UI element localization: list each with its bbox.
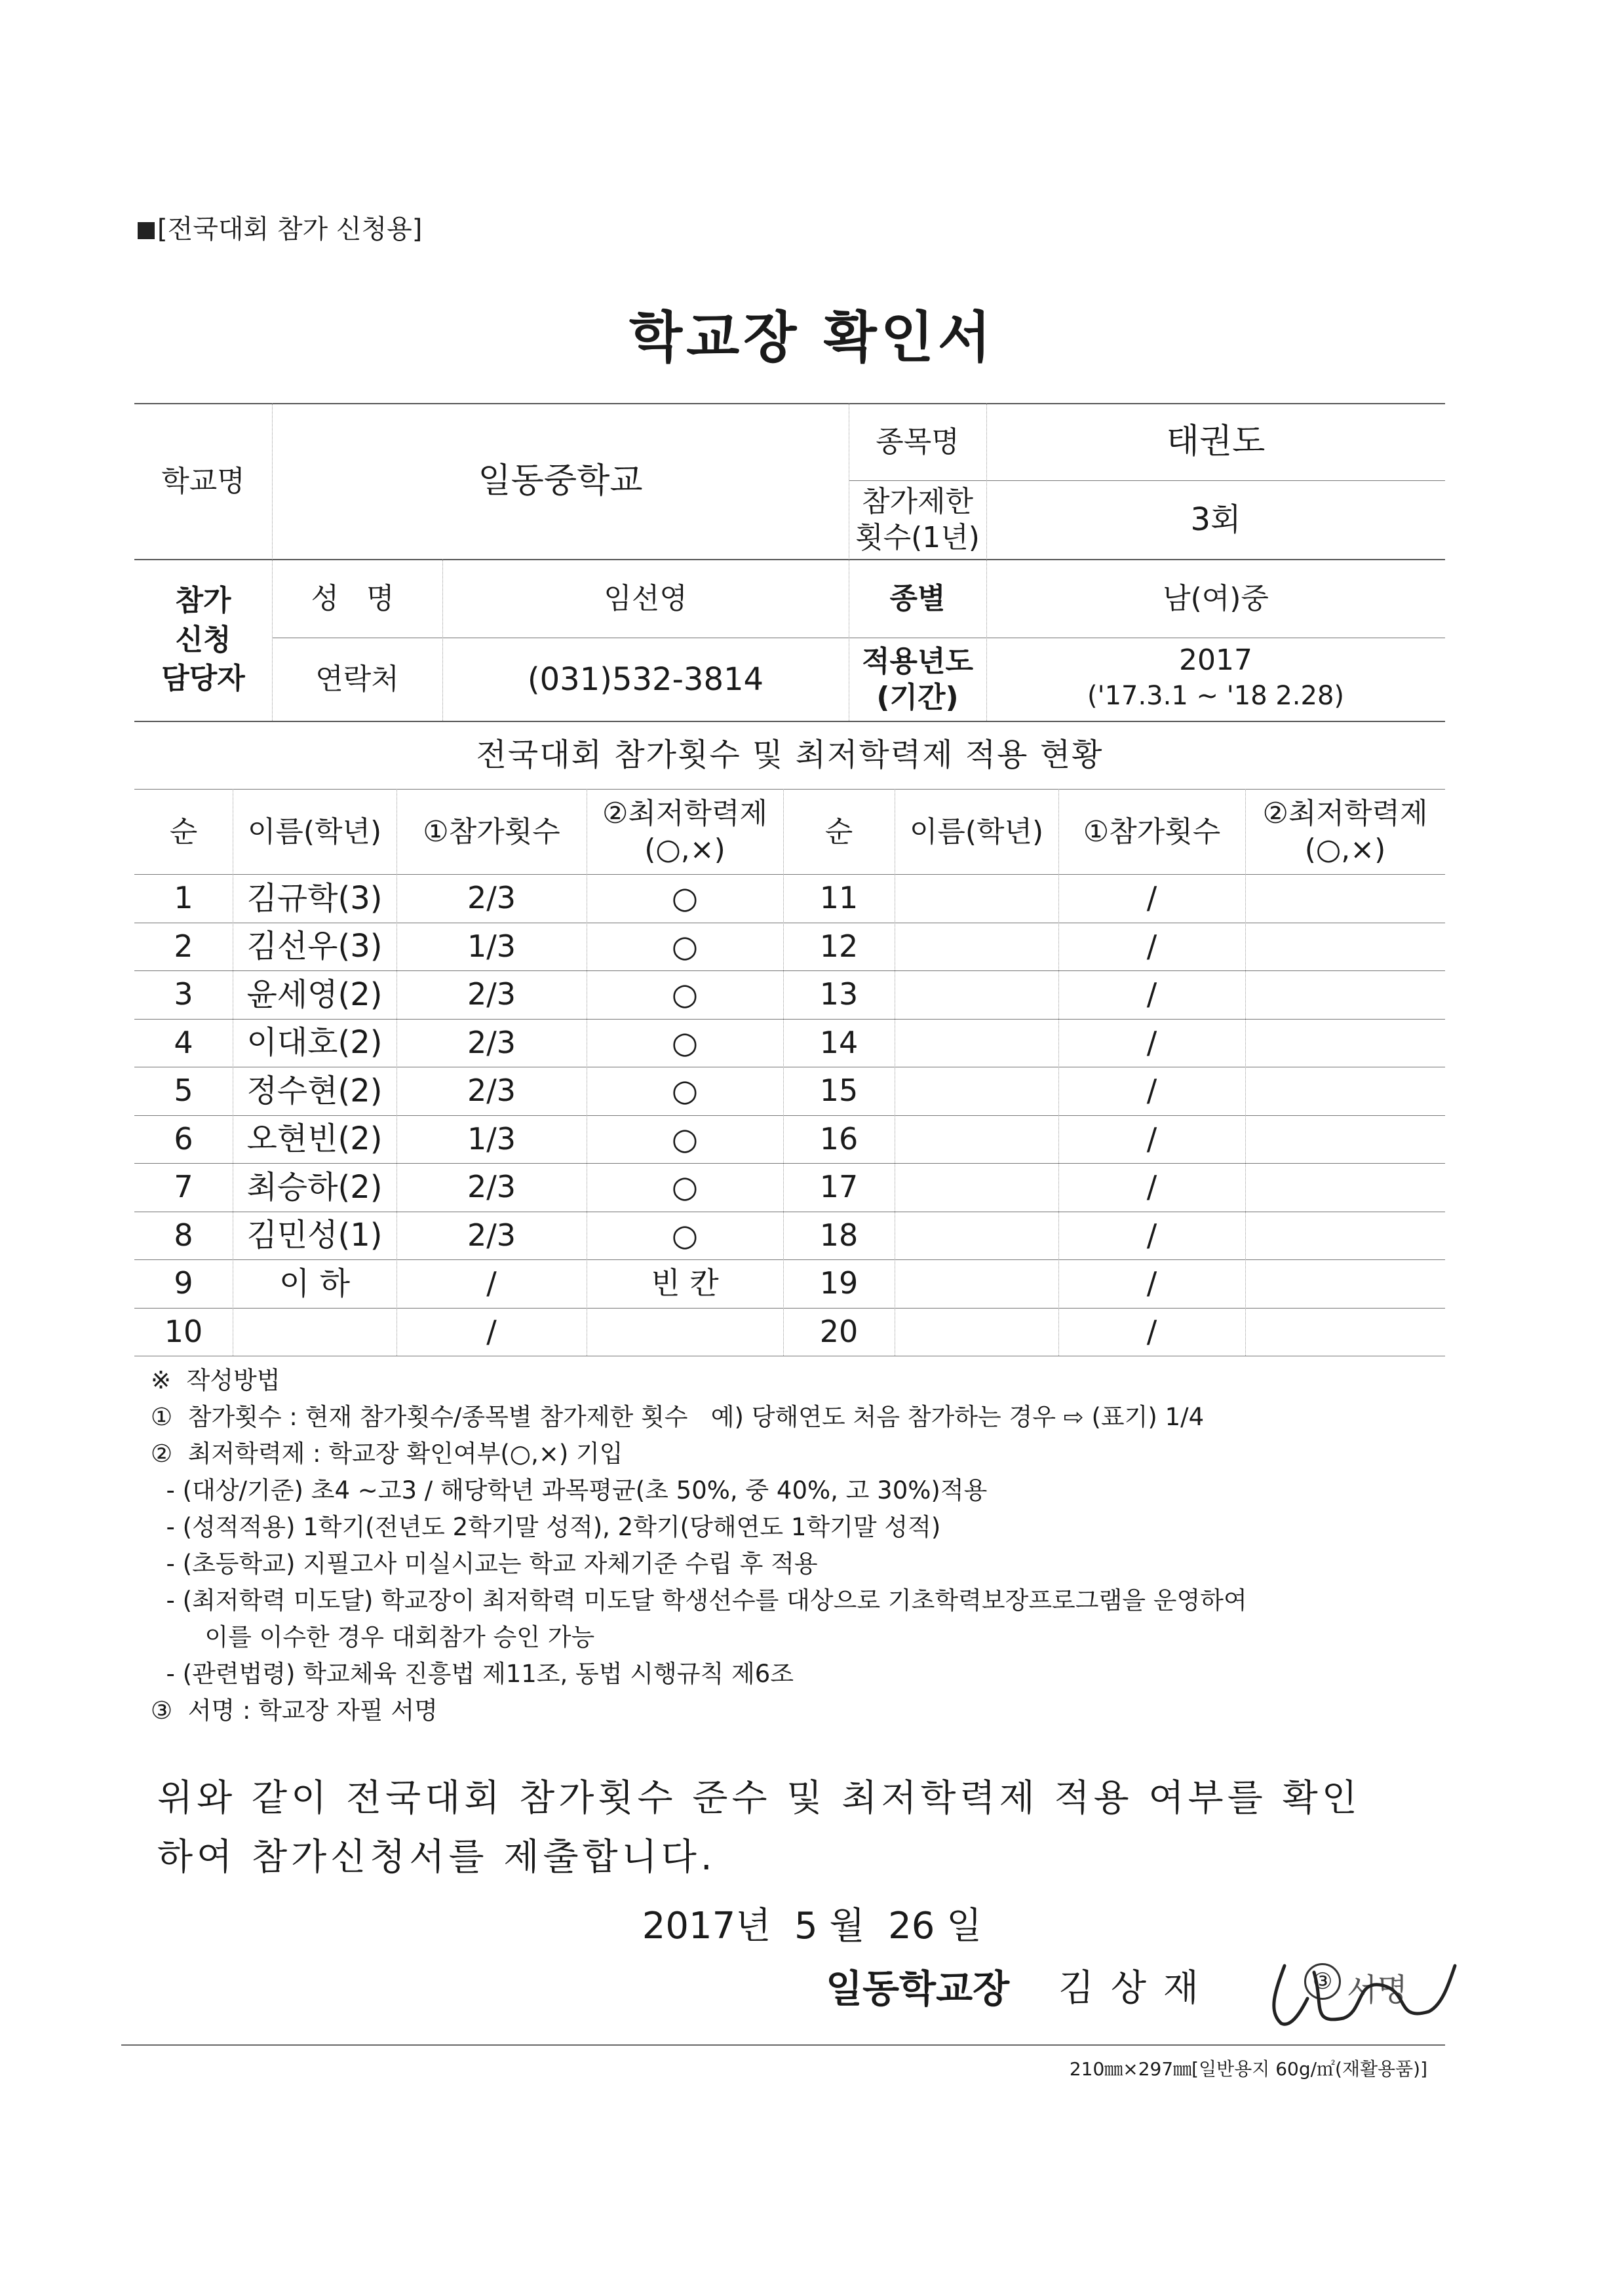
table-cell-no: 7 (174, 1169, 193, 1204)
table-cell-name: 정수현(2) (246, 1072, 383, 1109)
table-cell-mark (1245, 923, 1445, 971)
col-header-name: 이름(학년) (247, 814, 382, 849)
table-cell-name: 최승하(2) (246, 1168, 383, 1206)
table-cell-name (895, 1067, 1058, 1115)
instruction-line: - (초등학교) 지필고사 미실시교는 학교 자체기준 수립 후 적용 (151, 1550, 818, 1578)
table-cell-no: 11 (819, 880, 859, 915)
instruction-line: - (관련법령) 학교체육 진흥법 제11조, 동법 시행규칙 제6조 (151, 1660, 794, 1688)
applicant-label: 참가 신청 담당자 (161, 584, 245, 696)
table-cell-no: 19 (819, 1265, 859, 1301)
table-cell-name (895, 874, 1058, 923)
table-cell-mark: ○ (671, 1120, 699, 1157)
table-cell-mark: ○ (671, 880, 699, 915)
table-cell-mark (1245, 1163, 1445, 1212)
instruction-line: - (최저학력 미도달) 학교장이 최저학력 미도달 학생선수를 대상으로 기초학력보장프로그램을 운영하여 (151, 1586, 1247, 1615)
col-header-count: ①참가횟수 (423, 814, 560, 849)
contact-phone-label: 연락처 (315, 662, 399, 696)
table-cell-count: 2/3 (467, 1217, 516, 1253)
table-cell-count: / (486, 1313, 497, 1349)
table-cell-count: 1/3 (467, 1120, 516, 1157)
year-value: 2017 (1179, 643, 1252, 677)
instruction-line: 이를 이수한 경우 대회참가 승인 가능 (151, 1623, 595, 1651)
table-cell-name: 이 하 (279, 1265, 350, 1302)
table-cell-count: / (1146, 1169, 1157, 1204)
table-cell-mark: ○ (671, 1169, 699, 1204)
signer-name: 김 상 재 (1058, 1967, 1201, 2010)
table-cell-name (895, 1163, 1058, 1212)
table-cell-no: 8 (174, 1217, 193, 1253)
table-cell-no: 17 (819, 1169, 859, 1204)
table-cell-no: 4 (174, 1024, 193, 1060)
table-cell-count: / (1146, 976, 1157, 1012)
table-cell-no: 12 (819, 928, 859, 964)
table-cell-name (895, 1019, 1058, 1067)
table-cell-count: / (1146, 1265, 1157, 1301)
table-cell-count: / (1146, 1120, 1157, 1157)
table-cell-name: 김선우(3) (246, 928, 383, 965)
instruction-line: ※ 작성방법 (151, 1366, 280, 1394)
col-header-min-academic: ②최저학력제 (○,×) (1262, 797, 1428, 866)
instruction-line: - (성적적용) 1학기(전년도 2학기말 성적), 2학기(당해연도 1학기말 성적) (151, 1513, 941, 1541)
handwritten-signature (1252, 1946, 1461, 2038)
square-bullet-icon (138, 222, 155, 239)
signer-title: 일동학교장 (826, 1966, 1010, 2011)
form-type-tag (138, 208, 422, 246)
event-value: 태권도 (1166, 421, 1266, 461)
col-header-no: 순 (169, 814, 198, 849)
table-cell-name (895, 970, 1058, 1019)
table-cell-name (895, 1212, 1058, 1260)
table-cell-no: 10 (164, 1313, 203, 1349)
table-cell-count: 2/3 (467, 976, 516, 1012)
table-cell-count: 2/3 (467, 880, 516, 915)
contact-name-value: 임선영 (604, 581, 687, 615)
instruction-line: ③ 서명 : 학교장 자필 서명 (151, 1696, 438, 1725)
col-header-min-academic: ②최저학력제 (○,×) (602, 797, 767, 866)
table-cell-no: 2 (174, 928, 193, 964)
table-cell-mark: ○ (671, 928, 699, 964)
gender-value: 남(여)중 (1163, 581, 1269, 615)
table-cell-mark (1245, 1067, 1445, 1115)
table-cell-count: / (486, 1265, 497, 1301)
table-cell-name (895, 923, 1058, 971)
submission-date: 2017년 5 월 26 일 (642, 1905, 982, 1947)
table-cell-count: / (1146, 1024, 1157, 1060)
table-cell-no: 14 (819, 1024, 859, 1060)
page-title: 학교장 확인서 (628, 305, 996, 370)
table-cell-name: 이대호(2) (246, 1024, 383, 1062)
table-cell-mark: 빈 칸 (651, 1265, 719, 1301)
table-cell-name: 윤세영(2) (246, 976, 383, 1013)
table-col-divider (783, 789, 784, 1356)
table-cell-count: 2/3 (467, 1073, 516, 1108)
year-label: 적용년도 (기간) (861, 644, 973, 714)
table-cell-name (233, 1308, 396, 1356)
contact-phone-value: (031)532-3814 (527, 660, 764, 698)
event-label: 종목명 (876, 425, 959, 459)
table-cell-count: / (1146, 1217, 1157, 1253)
table-cell-count: / (1146, 928, 1157, 964)
school-name-value: 일동중학교 (478, 461, 643, 501)
confirmation-statement-line1: 위와 같이 전국대회 참가횟수 준수 및 최저학력제 적용 여부를 확인 (157, 1777, 1361, 1820)
table-cell-mark: ○ (671, 1024, 699, 1060)
table-col-divider (396, 789, 397, 1356)
table-cell-name (895, 1308, 1058, 1356)
paper-spec-footer: 210㎜×297㎜[일반용지 60g/㎡(재활용품)] (1069, 2058, 1427, 2080)
table-cell-mark (1245, 1019, 1445, 1067)
status-section-title: 전국대회 참가횟수 및 최저학력제 적용 현황 (476, 737, 1104, 773)
table-cell-name (895, 1259, 1058, 1308)
table-cell-mark (1245, 1115, 1445, 1164)
instruction-line: - (대상/기준) 초4 ~고3 / 해당학년 과목평균(초 50%, 중 40%, 고 30%)적용 (151, 1476, 988, 1504)
table-cell-count: / (1146, 1073, 1157, 1108)
footer-border (121, 2044, 1445, 2046)
table-cell-count: 1/3 (467, 928, 516, 964)
table-cell-mark (587, 1308, 783, 1356)
table-cell-mark (1245, 1259, 1445, 1308)
table-cell-name: 오현빈(2) (246, 1120, 383, 1158)
seal-label: 서명 (1347, 1972, 1408, 2008)
table-cell-count: 2/3 (467, 1169, 516, 1204)
school-name-label: 학교명 (161, 464, 245, 498)
participation-limit-value: 3회 (1190, 501, 1241, 538)
table-cell-mark (1245, 874, 1445, 923)
participation-limit-label: 참가제한 횟수(1년) (855, 485, 980, 554)
table-cell-count: 2/3 (467, 1024, 516, 1060)
gender-label: 종별 (889, 581, 946, 615)
table-cell-no: 3 (174, 976, 193, 1012)
table-cell-no: 6 (174, 1120, 193, 1157)
confirmation-statement-line2: 하여 참가신청서를 제출합니다. (157, 1836, 716, 1879)
contact-name-label: 성 명 (311, 581, 404, 615)
instruction-line: ② 최저학력제 : 학교장 확인여부(○,×) 기입 (151, 1440, 623, 1468)
table-cell-no: 18 (819, 1217, 859, 1253)
col-header-no: 순 (824, 814, 853, 849)
table-cell-mark (1245, 1308, 1445, 1356)
table-col-divider (1058, 789, 1059, 1356)
table-cell-no: 20 (819, 1313, 859, 1349)
table-cell-mark (1245, 970, 1445, 1019)
col-header-name: 이름(학년) (909, 814, 1044, 849)
table-cell-no: 9 (174, 1265, 193, 1301)
table-cell-name: 김민성(1) (246, 1217, 383, 1254)
col-header-count: ①참가횟수 (1083, 814, 1221, 849)
table-cell-name (895, 1115, 1058, 1164)
table-cell-no: 1 (174, 880, 193, 915)
table-cell-no: 13 (819, 976, 859, 1012)
table-cell-no: 5 (174, 1073, 193, 1108)
instruction-line: ① 참가횟수 : 현재 참가횟수/종목별 참가제한 횟수 예) 당해연도 처음 참가하는 경우 ⇨ (표기) 1/4 (151, 1403, 1205, 1431)
table-cell-mark (1245, 1212, 1445, 1260)
table-cell-mark: ○ (671, 1073, 699, 1108)
table-cell-name: 김규학(3) (246, 879, 383, 917)
table-cell-count: / (1146, 1313, 1157, 1349)
table-cell-mark: ○ (671, 1217, 699, 1253)
table-cell-no: 15 (819, 1073, 859, 1108)
seal-mark: ③ (1304, 1963, 1341, 2000)
period-value: ('17.3.1 ~ '18 2.28) (1087, 681, 1345, 711)
table-cell-mark: ○ (671, 976, 699, 1012)
table-col-divider (1245, 789, 1246, 1356)
form-type-text: [전국대회 참가 신청용] (157, 214, 423, 244)
year-cell (986, 641, 1445, 721)
table-cell-no: 16 (819, 1120, 859, 1157)
table-cell-count: / (1146, 880, 1157, 915)
